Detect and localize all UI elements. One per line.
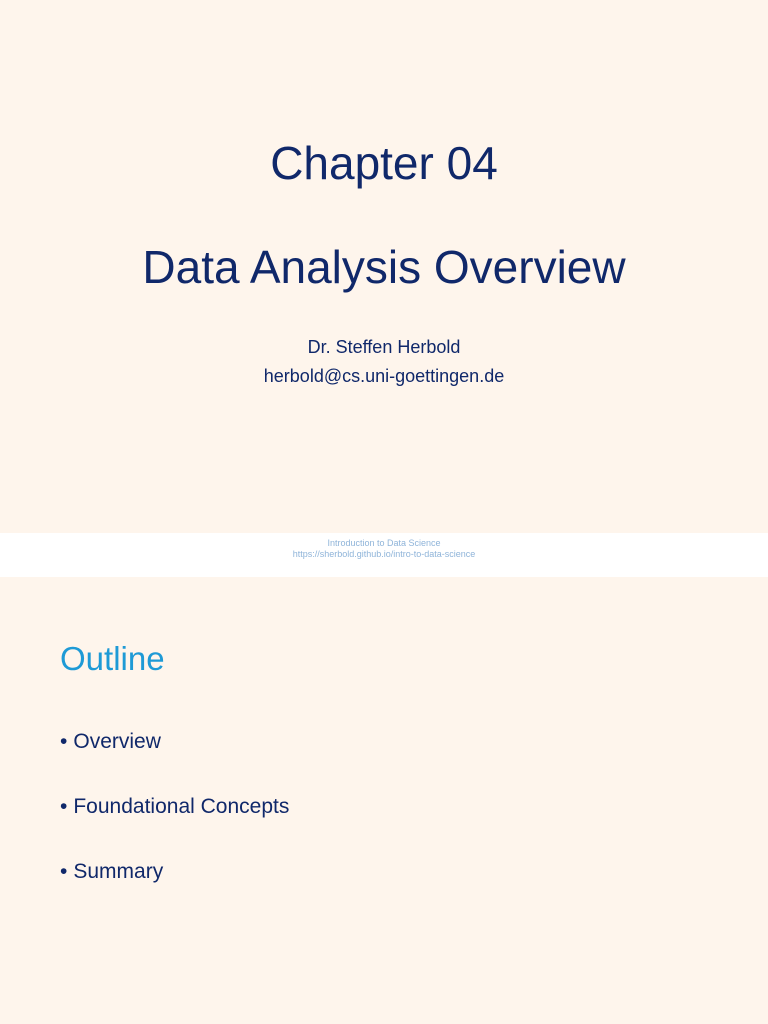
- bullet-icon: •: [60, 860, 68, 883]
- list-item: [60, 794, 289, 859]
- outline-heading: Outline: [60, 640, 165, 677]
- footer-url: https://sherbold.github.io/intro-to-data-science: [292, 549, 476, 559]
- list-item: [60, 729, 289, 794]
- author-email: herbold@cs.uni-goettingen.de: [263, 366, 505, 386]
- list-item: [60, 859, 289, 924]
- list-item-label: Summary: [73, 860, 164, 883]
- chapter-label: Chapter 04: [270, 137, 498, 189]
- outline-list: [60, 729, 289, 924]
- bullet-icon: •: [60, 795, 68, 818]
- outline-slide: [0, 577, 768, 1024]
- list-item-label: Overview: [73, 730, 161, 753]
- footer-course: Introduction to Data Science: [327, 538, 441, 548]
- slide-footer: [0, 533, 768, 577]
- list-item-label: Foundational Concepts: [73, 795, 290, 818]
- author-name: Dr. Steffen Herbold: [307, 337, 461, 357]
- bullet-icon: •: [60, 730, 68, 753]
- slide-title: Data Analysis Overview: [142, 241, 626, 293]
